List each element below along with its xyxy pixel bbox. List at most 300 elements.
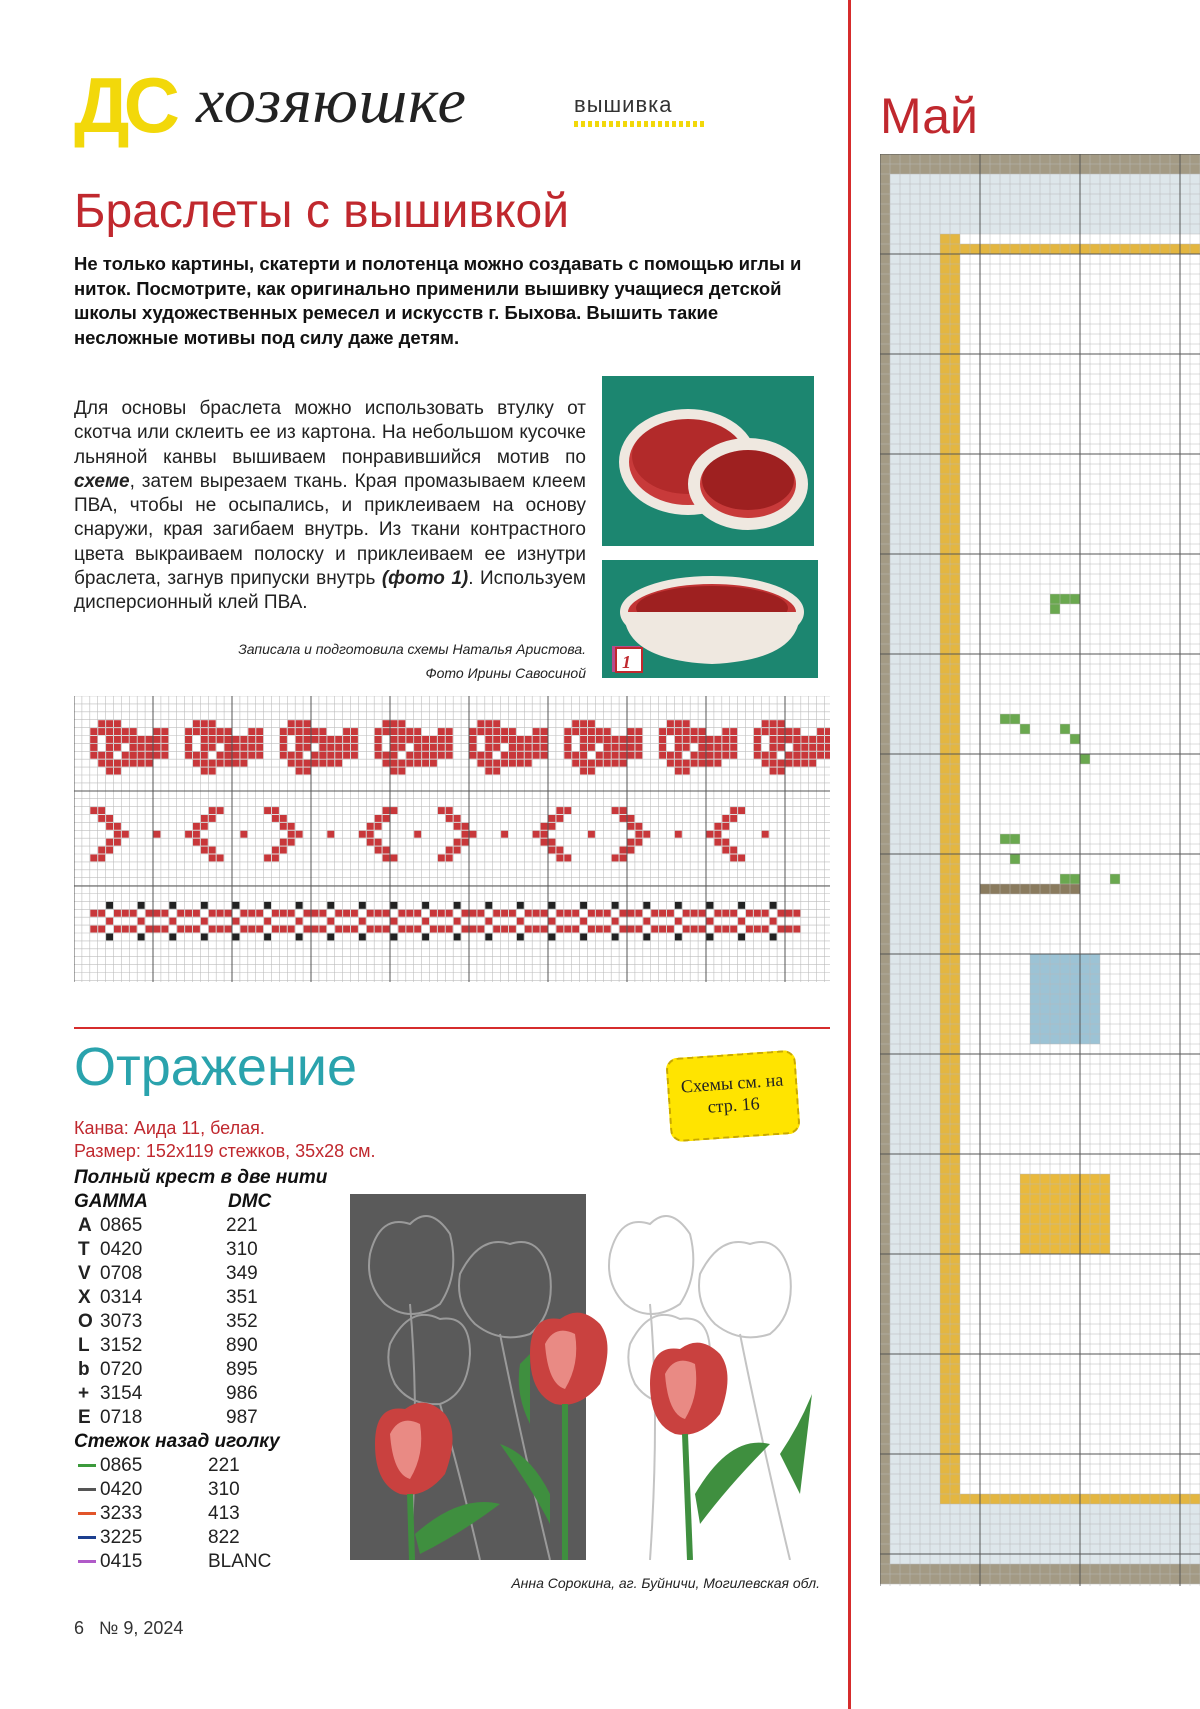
stitch-cell	[880, 194, 890, 204]
stitch-cell	[920, 1114, 930, 1124]
stitch-cell	[940, 1404, 950, 1414]
backstitch-color-swatch	[78, 1536, 96, 1539]
stitch-cell	[1040, 214, 1050, 224]
stitch-cell	[1100, 214, 1110, 224]
stitch-cell	[1000, 1524, 1010, 1534]
stitch-cell	[880, 444, 890, 454]
stitch-cell	[1170, 1504, 1180, 1514]
stitch-cell	[138, 902, 145, 909]
stitch-cell	[930, 804, 940, 814]
stitch-cell	[900, 824, 910, 834]
stitch-cell	[1090, 1234, 1100, 1244]
stitch-cell	[940, 1474, 950, 1484]
stitch-cell	[900, 1234, 910, 1244]
bracelet-cross-stitch-chart	[74, 696, 830, 982]
stitch-cell	[900, 544, 910, 554]
credit-author: Записала и подготовила схемы Наталья Аристова.	[238, 641, 586, 657]
stitch-cell	[890, 1164, 900, 1174]
stitch-cell	[900, 704, 910, 714]
stitch-cell	[1090, 214, 1100, 224]
stitch-cell	[217, 910, 224, 917]
stitch-cell	[910, 844, 920, 854]
stitch-cell	[1170, 154, 1180, 164]
stitch-cell	[960, 1554, 970, 1564]
stitch-cell	[900, 1074, 910, 1084]
stitch-cell	[880, 1524, 890, 1534]
stitch-cell	[900, 344, 910, 354]
stitch-cell	[477, 728, 484, 735]
stitch-cell	[930, 1394, 940, 1404]
stitch-cell	[970, 1504, 980, 1514]
stitch-cell	[890, 904, 900, 914]
stitch-cell	[1190, 194, 1200, 204]
stitch-cell	[910, 834, 920, 844]
stitch-cell	[683, 736, 690, 743]
stitch-cell	[880, 894, 890, 904]
stitch-cell	[900, 164, 910, 174]
stitch-cell	[930, 724, 940, 734]
stitch-cell	[446, 752, 453, 759]
stitch-cell	[930, 1264, 940, 1274]
stitch-cell	[525, 926, 532, 933]
stitch-cell	[1140, 1494, 1150, 1504]
stitch-cell	[950, 894, 960, 904]
stitch-cell	[256, 752, 263, 759]
stitch-cell	[920, 1254, 930, 1264]
stitch-cell	[890, 804, 900, 814]
stitch-cell	[880, 1294, 890, 1304]
stitch-cell	[920, 1394, 930, 1404]
stitch-cell	[272, 807, 279, 814]
stitch-cell	[910, 1394, 920, 1404]
stitch-cell	[375, 823, 382, 830]
stitch-cell	[930, 994, 940, 1004]
stitch-cell	[920, 1324, 930, 1334]
stitch-cell	[910, 654, 920, 664]
stitch-cell	[485, 934, 492, 941]
may-title: Май	[880, 88, 978, 144]
stitch-cell	[940, 1044, 950, 1054]
stitch-cell	[940, 1094, 950, 1104]
stitch-cell	[890, 834, 900, 844]
stitch-cell	[910, 974, 920, 984]
stitch-cell	[1170, 1514, 1180, 1524]
stitch-cell	[890, 1524, 900, 1534]
stitch-cell	[950, 574, 960, 584]
stitch-cell	[1060, 1504, 1070, 1514]
stitch-cell	[950, 674, 960, 684]
stitch-cell	[248, 926, 255, 933]
stitch-cell	[770, 728, 777, 735]
stitch-cell	[890, 864, 900, 874]
stitch-cell	[940, 284, 950, 294]
stitch-cell	[940, 394, 950, 404]
stitch-cell	[890, 184, 900, 194]
stitch-cell	[122, 926, 129, 933]
stitch-cell	[930, 1334, 940, 1344]
stitch-cell	[950, 354, 960, 364]
stitch-cell	[1160, 1534, 1170, 1544]
stitch-cell	[980, 204, 990, 214]
stitch-cell	[201, 823, 208, 830]
stitch-cell	[1000, 834, 1010, 844]
stitch-cell	[1110, 1534, 1120, 1544]
stitch-cell	[880, 1094, 890, 1104]
stitch-cell	[628, 847, 635, 854]
stitch-cell	[960, 1494, 970, 1504]
stitch-cell	[596, 760, 603, 767]
legend-col-dmc: DMC	[228, 1191, 272, 1212]
stitch-cell	[890, 894, 900, 904]
stitch-cell	[1070, 1184, 1080, 1194]
stitch-cell	[612, 934, 619, 941]
stitch-cell	[667, 720, 674, 727]
stitch-cell	[1050, 1204, 1060, 1214]
stitch-cell	[1040, 1564, 1050, 1574]
stitch-cell	[114, 736, 121, 743]
stitch-cell	[106, 823, 113, 830]
stitch-cell	[930, 1434, 940, 1444]
stitch-cell	[185, 752, 192, 759]
stitch-cell	[588, 768, 595, 775]
stitch-cell	[920, 824, 930, 834]
stitch-cell	[950, 294, 960, 304]
stitch-cell	[930, 314, 940, 324]
thread-symbol: T	[78, 1239, 90, 1260]
stitch-cell	[900, 1394, 910, 1404]
stitch-cell	[1130, 224, 1140, 234]
stitch-cell	[900, 764, 910, 774]
stitch-cell	[880, 404, 890, 414]
stitch-cell	[714, 744, 721, 751]
stitch-cell	[940, 894, 950, 904]
stitch-cell	[910, 574, 920, 584]
stitch-cell	[1040, 1514, 1050, 1524]
thread-gamma: 3154	[100, 1383, 143, 1404]
stitch-cell	[890, 1534, 900, 1544]
stitch-cell	[1080, 1014, 1090, 1024]
stitch-cell	[422, 902, 429, 909]
stitch-cell	[920, 524, 930, 534]
stitch-cell	[533, 831, 540, 838]
stitch-cell	[383, 855, 390, 862]
stitch-cell	[900, 584, 910, 594]
stitch-cell	[950, 984, 960, 994]
stitch-cell	[910, 1334, 920, 1344]
stitch-cell	[580, 752, 587, 759]
stitch-cell	[950, 1074, 960, 1084]
stitch-cell	[825, 736, 830, 743]
stitch-cell	[930, 1464, 940, 1474]
stitch-cell	[612, 752, 619, 759]
stitch-cell	[950, 774, 960, 784]
stitch-cell	[470, 831, 477, 838]
stitch-cell	[920, 454, 930, 464]
stitch-cell	[351, 744, 358, 751]
stitch-cell	[217, 728, 224, 735]
stitch-cell	[930, 1114, 940, 1124]
stitch-cell	[920, 1074, 930, 1084]
stitch-cell	[122, 752, 129, 759]
stitch-cell	[940, 694, 950, 704]
stitch-cell	[880, 534, 890, 544]
stitch-cell	[643, 934, 650, 941]
stitch-cell	[950, 1014, 960, 1024]
stitch-cell	[233, 918, 240, 925]
stitch-cell	[900, 1004, 910, 1014]
stitch-cell	[1120, 1514, 1130, 1524]
stitch-cell	[880, 1494, 890, 1504]
stitch-cell	[950, 1564, 960, 1574]
stitch-cell	[1020, 1174, 1030, 1184]
stitch-cell	[970, 1544, 980, 1554]
stitch-cell	[940, 224, 950, 234]
stitch-cell	[1090, 994, 1100, 1004]
stitch-cell	[920, 534, 930, 544]
stitch-cell	[940, 164, 950, 174]
stitch-cell	[890, 1184, 900, 1194]
stitch-cell	[950, 1394, 960, 1404]
stitch-cell	[1190, 1574, 1200, 1584]
stitch-cell	[1010, 834, 1020, 844]
stitch-cell	[1180, 1564, 1190, 1574]
stitch-cell	[1070, 884, 1080, 894]
stitch-cell	[1120, 164, 1130, 174]
stitch-cell	[778, 736, 785, 743]
stitch-cell	[1050, 1524, 1060, 1534]
stitch-cell	[327, 744, 334, 751]
schemes-badge: Схемы см. на стр. 16	[665, 1050, 801, 1143]
stitch-cell	[1010, 1554, 1020, 1564]
stitch-cell	[1000, 1494, 1010, 1504]
stitch-cell	[880, 604, 890, 614]
stitch-cell	[343, 744, 350, 751]
stitch-cell	[1070, 1174, 1080, 1184]
stitch-cell	[240, 736, 247, 743]
stitch-cell	[910, 814, 920, 824]
stitch-cell	[1020, 1534, 1030, 1544]
stitch-cell	[880, 324, 890, 334]
stitch-cell	[596, 728, 603, 735]
stitch-cell	[890, 1194, 900, 1204]
stitch-cell	[950, 284, 960, 294]
stitch-cell	[950, 1534, 960, 1544]
stitch-cell	[940, 754, 950, 764]
stitch-cell	[950, 924, 960, 934]
backstitch-dmc: 822	[208, 1527, 240, 1548]
stitch-cell	[900, 1454, 910, 1464]
stitch-cell	[201, 768, 208, 775]
stitch-cell	[900, 484, 910, 494]
stitch-cell	[667, 728, 674, 735]
stitch-cell	[920, 484, 930, 494]
stitch-cell	[541, 839, 548, 846]
stitch-cell	[1060, 1174, 1070, 1184]
stitch-cell	[1030, 1174, 1040, 1184]
stitch-cell	[940, 1174, 950, 1184]
stitch-cell	[930, 334, 940, 344]
stitch-cell	[138, 934, 145, 941]
stitch-cell	[980, 184, 990, 194]
stitch-cell	[930, 764, 940, 774]
stitch-cell	[1150, 204, 1160, 214]
thread-dmc: 895	[226, 1359, 258, 1380]
stitch-cell	[635, 728, 642, 735]
stitch-cell	[990, 1504, 1000, 1514]
thread-row	[78, 1214, 318, 1238]
stitch-cell	[1140, 1564, 1150, 1574]
stitch-cell	[1030, 204, 1040, 214]
stitch-cell	[1100, 1554, 1110, 1564]
stitch-cell	[890, 524, 900, 534]
stitch-cell	[930, 814, 940, 824]
stitch-cell	[950, 424, 960, 434]
stitch-cell	[1040, 994, 1050, 1004]
stitch-cell	[880, 794, 890, 804]
stitch-cell	[193, 760, 200, 767]
stitch-cell	[910, 1444, 920, 1454]
stitch-cell	[1090, 1174, 1100, 1184]
stitch-cell	[900, 1364, 910, 1374]
stitch-cell	[940, 274, 950, 284]
stitch-cell	[880, 294, 890, 304]
stitch-cell	[1080, 1504, 1090, 1514]
stitch-cell	[122, 831, 129, 838]
stitch-cell	[940, 1114, 950, 1124]
stitch-cell	[900, 1134, 910, 1144]
stitch-cell	[970, 1564, 980, 1574]
stitch-cell	[920, 664, 930, 674]
stitch-cell	[1060, 244, 1070, 254]
stitch-cell	[264, 902, 271, 909]
stitch-cell	[722, 847, 729, 854]
stitch-cell	[950, 1474, 960, 1484]
stitch-cell	[930, 1244, 940, 1254]
stitch-cell	[280, 926, 287, 933]
stitch-cell	[920, 654, 930, 664]
stitch-cell	[493, 728, 500, 735]
stitch-cell	[930, 484, 940, 494]
stitch-cell	[880, 1434, 890, 1444]
stitch-cell	[900, 1544, 910, 1554]
stitch-cell	[114, 768, 121, 775]
stitch-cell	[900, 1534, 910, 1544]
stitch-cell	[541, 823, 548, 830]
stitch-cell	[628, 728, 635, 735]
stitch-cell	[1040, 224, 1050, 234]
stitch-cell	[950, 1144, 960, 1154]
stitch-cell	[920, 1544, 930, 1554]
stitch-cell	[930, 1054, 940, 1064]
stitch-cell	[910, 724, 920, 734]
stitch-cell	[1000, 194, 1010, 204]
stitch-cell	[225, 926, 232, 933]
stitch-cell	[1040, 1524, 1050, 1534]
stitch-cell	[1030, 1494, 1040, 1504]
stitch-cell	[900, 734, 910, 744]
stitch-cell	[707, 902, 714, 909]
stitch-cell	[1030, 1514, 1040, 1524]
stitch-cell	[940, 184, 950, 194]
stitch-cell	[900, 744, 910, 754]
stitch-cell	[930, 194, 940, 204]
stitch-cell	[890, 544, 900, 554]
stitch-cell	[890, 1094, 900, 1104]
stitch-cell	[960, 1544, 970, 1554]
stitch-cell	[296, 744, 303, 751]
stitch-cell	[1190, 1554, 1200, 1564]
stitch-cell	[950, 1444, 960, 1454]
stitch-cell	[240, 910, 247, 917]
backstitch-legend	[78, 1454, 318, 1574]
stitch-cell	[288, 926, 295, 933]
thread-row	[78, 1286, 318, 1310]
stitch-cell	[549, 839, 556, 846]
stitch-cell	[793, 752, 800, 759]
stitch-cell	[890, 354, 900, 364]
stitch-cell	[604, 910, 611, 917]
stitch-cell	[1090, 1224, 1100, 1234]
stitch-cell	[930, 894, 940, 904]
stitch-cell	[950, 364, 960, 374]
stitch-cell	[699, 728, 706, 735]
stitch-cell	[454, 847, 461, 854]
stitch-cell	[940, 854, 950, 864]
stitch-cell	[920, 774, 930, 784]
stitch-cell	[1000, 204, 1010, 214]
stitch-cell	[707, 752, 714, 759]
stitch-cell	[880, 1024, 890, 1034]
stitch-cell	[950, 704, 960, 714]
stitch-cell	[890, 1554, 900, 1564]
stitch-cell	[517, 752, 524, 759]
stitch-cell	[1150, 244, 1160, 254]
stitch-cell	[890, 494, 900, 504]
thread-dmc: 986	[226, 1383, 258, 1404]
stitch-cell	[950, 154, 960, 164]
stitch-cell	[1120, 1564, 1130, 1574]
stitch-cell	[900, 854, 910, 864]
stitch-cell	[722, 839, 729, 846]
stitch-cell	[1000, 164, 1010, 174]
stitch-cell	[920, 1064, 930, 1074]
stitch-cell	[890, 914, 900, 924]
stitch-cell	[786, 760, 793, 767]
stitch-cell	[280, 744, 287, 751]
stitch-cell	[910, 704, 920, 714]
stitch-cell	[1070, 1004, 1080, 1014]
stitch-cell	[920, 964, 930, 974]
stitch-cell	[910, 164, 920, 174]
stitch-cell	[312, 910, 319, 917]
stitch-cell	[651, 910, 658, 917]
stitch-cell	[880, 734, 890, 744]
stitch-cell	[910, 984, 920, 994]
stitch-cell	[1190, 174, 1200, 184]
stitch-cell	[1040, 1224, 1050, 1234]
stitch-cell	[950, 1114, 960, 1124]
stitch-cell	[900, 1164, 910, 1174]
stitch-cell	[398, 744, 405, 751]
stitch-cell	[1180, 154, 1190, 164]
stitch-cell	[900, 1154, 910, 1164]
stitch-cell	[900, 1504, 910, 1514]
stitch-cell	[890, 1494, 900, 1504]
stitch-cell	[1170, 174, 1180, 184]
stitch-cell	[910, 444, 920, 454]
stitch-cell	[920, 1404, 930, 1414]
stitch-cell	[910, 434, 920, 444]
